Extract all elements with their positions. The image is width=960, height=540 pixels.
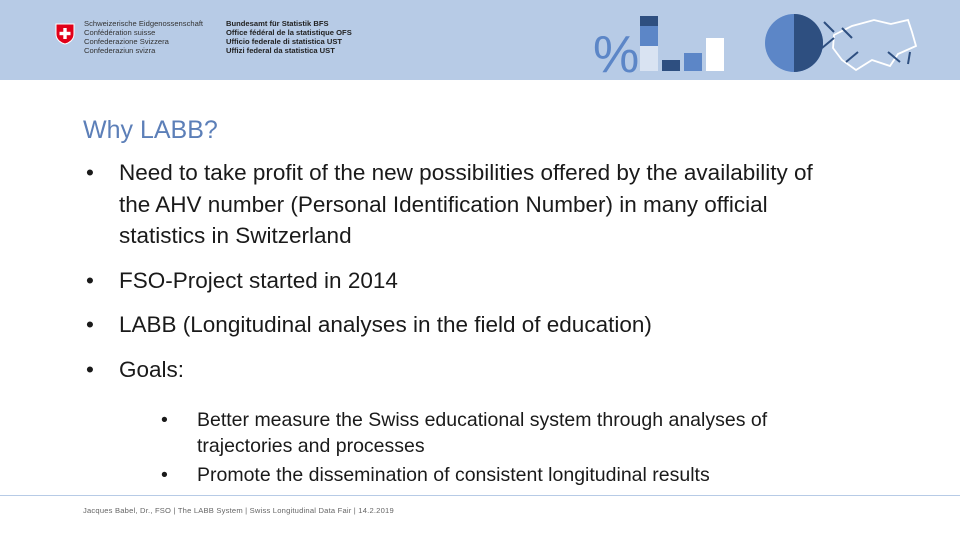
bullet-list bbox=[84, 157, 824, 501]
bullet-marker: • bbox=[86, 312, 94, 337]
confederation-names bbox=[84, 19, 203, 55]
slide-title: Why LABB? bbox=[83, 116, 218, 144]
bullet-marker: • bbox=[161, 409, 168, 431]
bullet-text: Need to take profit of the new possibilities offered by the availability of the AHV number (Personal Identification Number) in many official statistics in Switzerland bbox=[119, 160, 813, 248]
office-name-fr: Office fédéral de la statistique OFS bbox=[226, 28, 352, 37]
header-banner bbox=[0, 0, 960, 80]
bullet-item bbox=[84, 309, 824, 341]
office-name-rm: Uffizi federal da statistica UST bbox=[226, 46, 335, 55]
office-names bbox=[226, 19, 352, 55]
bullet-marker: • bbox=[86, 160, 94, 185]
slide-footer: Jacques Babel, Dr., FSO | The LABB System | Swiss Longitudinal Data Fair | 14.2.2019 bbox=[83, 506, 394, 515]
bullet-marker: • bbox=[161, 464, 168, 486]
bullet-text: Goals: bbox=[119, 356, 185, 382]
confederation-name-fr: Confédération suisse bbox=[84, 28, 156, 37]
confederation-name-it: Confederazione Svizzera bbox=[84, 37, 169, 46]
footer-divider bbox=[0, 495, 960, 496]
bullet-text: FSO-Project started in 2014 bbox=[119, 267, 398, 293]
percent-icon: % bbox=[593, 26, 640, 78]
bullet-text: LABB (Longitudinal analyses in the field of education) bbox=[119, 312, 652, 337]
switzerland-map-icon bbox=[833, 20, 916, 70]
pie-chart-icon bbox=[765, 14, 823, 72]
sub-bullet-list bbox=[119, 407, 824, 488]
bullet-marker: • bbox=[86, 267, 94, 293]
arrows-icon bbox=[822, 22, 910, 64]
confederation-name-rm: Confederaziun svizra bbox=[84, 46, 156, 55]
confederation-name-de: Schweizerische Eidgenossenschaft bbox=[84, 19, 204, 28]
bullet-item bbox=[84, 157, 824, 252]
statistics-decoration bbox=[590, 8, 920, 78]
sub-bullet-text: Better measure the Swiss educational system through analyses of trajectories and processes bbox=[197, 409, 768, 457]
sub-bullet-item bbox=[119, 407, 824, 459]
office-name-it: Ufficio federale di statistica UST bbox=[226, 37, 343, 46]
swiss-coat-of-arms-icon bbox=[55, 23, 75, 45]
bullet-marker: • bbox=[86, 356, 94, 382]
sub-bullet-text: Promote the dissemination of consistent longitudinal results bbox=[197, 464, 710, 486]
office-name-de: Bundesamt für Statistik BFS bbox=[226, 19, 329, 28]
bullet-item bbox=[84, 265, 824, 297]
sub-bullet-item bbox=[119, 462, 824, 488]
bullet-item bbox=[84, 354, 824, 489]
bar-chart-icon bbox=[640, 16, 724, 71]
